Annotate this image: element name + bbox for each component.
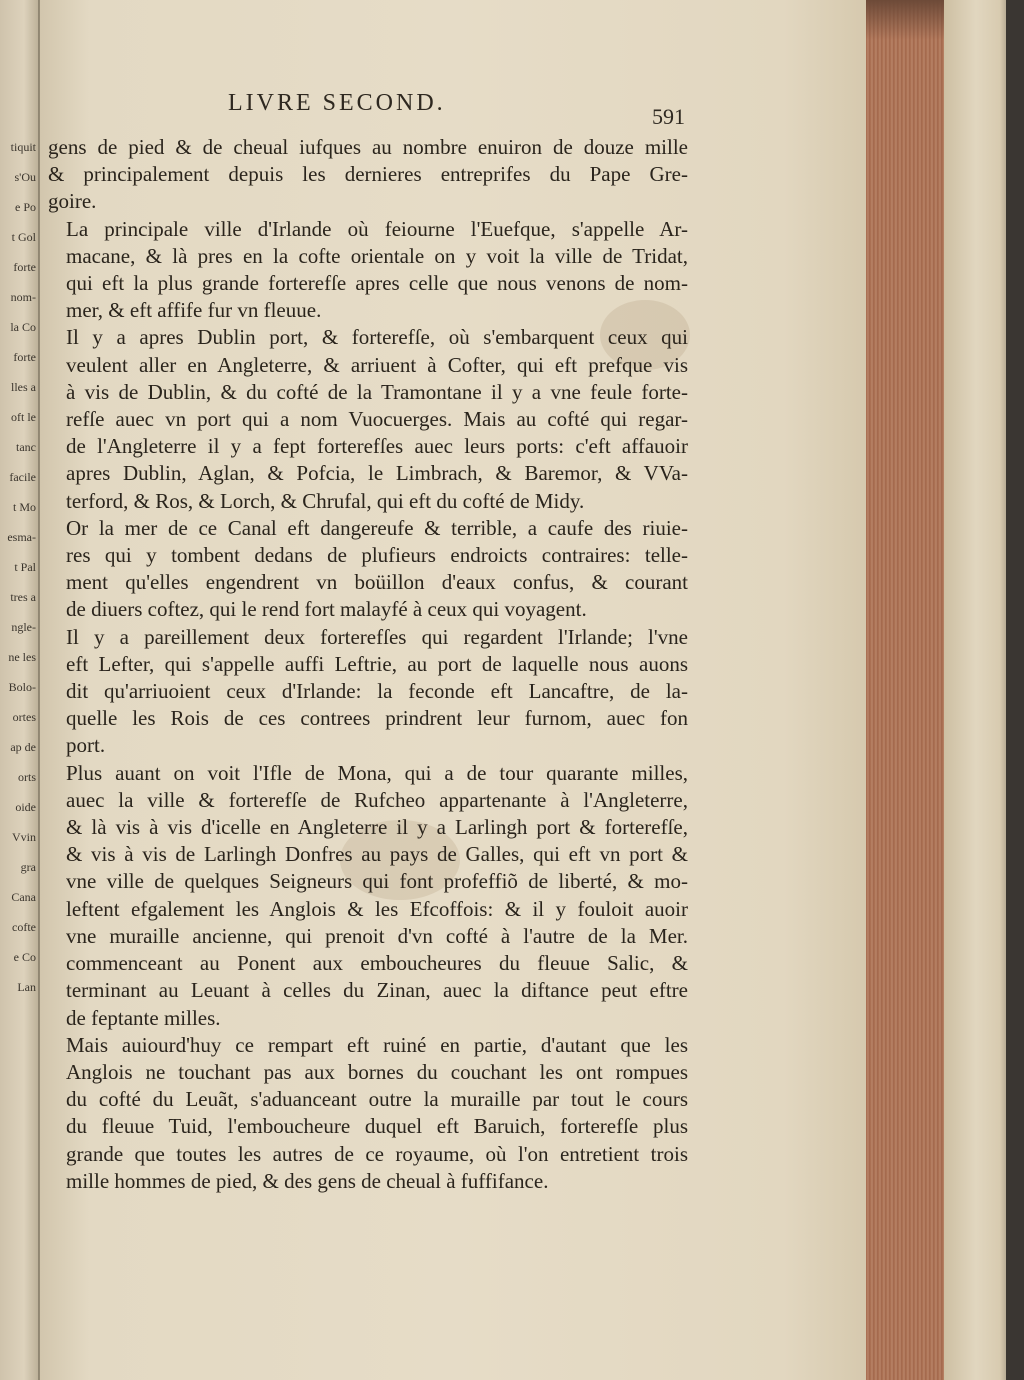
- facing-page-fragment: Lan: [17, 980, 36, 994]
- text-line: Or la mer de ce Canal eft dangereufe & terrible, a caufe des riuie-: [66, 515, 688, 540]
- paragraph: [48, 216, 688, 325]
- facing-page-fragment: ngle-: [11, 620, 36, 634]
- text-line: mer, & eft affife fur vn fleuue.: [66, 298, 322, 323]
- text-line: veulent aller en Angleterre, & arriuent à Cofter, qui eft prefque vis: [66, 352, 688, 377]
- facing-page-fragment: oide: [15, 800, 36, 814]
- facing-page-fragment: Cana: [11, 890, 36, 904]
- text-line: à vis de Dublin, & du cofté de la Tramontane il y a vne feule forte-: [66, 379, 688, 404]
- text-line: de l'Angleterre il y a fept forterefſes auec leurs ports: c'eft affauoir: [66, 434, 688, 459]
- facing-page-fragment: la Co: [10, 320, 36, 334]
- facing-page-fragment: e Co: [13, 950, 36, 964]
- facing-page-fragment: oft le: [11, 410, 36, 424]
- facing-page-fragment: forte: [13, 260, 36, 274]
- text-line: Il y a apres Dublin port, & forterefſe, où s'embarquent ceux qui: [66, 325, 688, 350]
- text-line: mille hommes de pied, & des gens de cheual à fuffifance.: [66, 1168, 549, 1193]
- facing-page-fragment: t Gol: [11, 230, 36, 244]
- facing-page-fragment: lles a: [11, 380, 36, 394]
- text-line: de feptante milles.: [66, 1005, 221, 1030]
- facing-page-fragment: cofte: [12, 920, 36, 934]
- facing-page-fragment: tres a: [10, 590, 36, 604]
- paragraph: [48, 515, 688, 624]
- background-strip: [1006, 0, 1024, 1380]
- facing-page-fragment: facile: [9, 470, 36, 484]
- text-line: & là vis à vis d'icelle en Angleterre il y a Larlingh port & forterefſe,: [66, 815, 688, 840]
- text-line: apres Dublin, Aglan, & Pofcia, le Limbrach, & Baremor, & VVa-: [66, 461, 688, 486]
- text-line: & vis à vis de Larlingh Donfres au pays de Galles, qui eft vn port &: [66, 842, 688, 867]
- text-line: commenceant au Ponent aux emboucheures du fleuue Salic, &: [66, 951, 688, 976]
- facing-page-fragment: tanc: [16, 440, 36, 454]
- facing-page-fragment: forte: [13, 350, 36, 364]
- body-text: [48, 134, 688, 1195]
- text-line: macane, & là pres en la cofte orientale on y voit la ville de Tridat,: [66, 243, 688, 268]
- facing-page-fragment: t Pal: [14, 560, 36, 574]
- facing-page-fragment: ap de: [10, 740, 36, 754]
- text-line: dit qu'arriuoient ceux d'Irlande: la feconde eft Lancaftre, de la-: [66, 679, 688, 704]
- paragraph: [48, 760, 688, 1032]
- facing-page-fragment: Bolo-: [8, 680, 36, 694]
- page-block-edge: [866, 0, 944, 1380]
- text-line: & principalement depuis les dernieres entreprifes du Pape Gre-: [48, 162, 688, 187]
- text-line: refſe auec vn port qui a nom Vuocuerges. Mais au cofté qui regar-: [66, 407, 688, 432]
- facing-page-fragment: ne les: [8, 650, 36, 664]
- running-header: LIVRE SECOND.: [228, 90, 446, 116]
- text-line: res qui y tombent dedans de plufieurs endroicts contraires: telle-: [66, 543, 688, 568]
- text-line: vne ville de quelques Seigneurs qui font profeffiõ de liberté, & mo-: [66, 869, 688, 894]
- text-line: Anglois ne touchant pas aux bornes du couchant les ont rompues: [66, 1059, 688, 1084]
- facing-page-fragment: e Po: [15, 200, 36, 214]
- text-line: vne muraille ancienne, qui prenoit d'vn cofté à l'autre de la Mer.: [66, 923, 688, 948]
- text-line: gens de pied & de cheual iufques au nombre enuiron de douze mille: [48, 135, 688, 159]
- paragraph: [48, 324, 688, 514]
- facing-page-fragment: esma-: [7, 530, 36, 544]
- facing-page-fragment: Vvin: [12, 830, 36, 844]
- page-block-shadow: [866, 0, 944, 40]
- text-line: du cofté du Leuãt, s'aduanceant outre la muraille par tout le cours: [66, 1087, 688, 1112]
- paragraph: [48, 134, 688, 216]
- text-line: auec la ville & forterefſe de Rufcheo appartenante à l'Angleterre,: [66, 787, 688, 812]
- text-line: leftent efgalement les Anglois & les Efcoffois: & il y fouloit auoir: [66, 896, 688, 921]
- text-line: quelle les Rois de ces contrees prindrent leur furnom, auec fon: [66, 706, 688, 731]
- text-line: Il y a pareillement deux forterefſes qui regardent l'Irlande; l'vne: [66, 624, 688, 649]
- text-line: grande que toutes les autres de ce royaume, où l'on entretient trois: [66, 1141, 688, 1166]
- facing-page-fragment: tiquit: [10, 140, 36, 154]
- facing-page-fragment: nom-: [10, 290, 36, 304]
- paragraph: [48, 1032, 688, 1195]
- text-line: La principale ville d'Irlande où feiourne l'Euefque, s'appelle Ar-: [66, 216, 688, 241]
- text-line: port.: [66, 733, 106, 758]
- text-line: ment qu'elles engendrent vn boüillon d'eaux confus, & courant: [66, 570, 688, 595]
- text-line: eft Lefter, qui s'appelle auffi Leftrie, au port de laquelle nous auons: [66, 651, 688, 676]
- facing-page-fragment: ortes: [12, 710, 36, 724]
- text-line: terford, & Ros, & Lorch, & Chrufal, qui eft du cofté de Midy.: [66, 488, 585, 513]
- text-line: Mais auiourd'huy ce rempart eft ruiné en partie, d'autant que les: [66, 1032, 688, 1057]
- text-line: du fleuue Tuid, l'emboucheure duquel eft Baruich, forterefſe plus: [66, 1114, 688, 1139]
- facing-page-fragment: s'Ou: [14, 170, 36, 184]
- text-line: goire.: [48, 189, 97, 214]
- paragraph: [48, 624, 688, 760]
- facing-page-fragment: orts: [18, 770, 36, 784]
- facing-page-edge: [0, 0, 40, 1380]
- facing-page-fragment: gra: [20, 860, 36, 874]
- text-line: terminant au Leuant à celles du Zinan, auec la diftance peut eftre: [66, 978, 688, 1003]
- text-line: Plus auant on voit l'Ifle de Mona, qui a de tour quarante milles,: [66, 760, 688, 785]
- page-number: 591: [652, 104, 685, 129]
- text-line: qui eft la plus grande forterefſe apres celle que nous venons de nom-: [66, 271, 688, 296]
- text-line: de diuers coftez, qui le rend fort malayfé à ceux qui voyagent.: [66, 597, 587, 622]
- facing-page-fragment: t Mo: [12, 500, 36, 514]
